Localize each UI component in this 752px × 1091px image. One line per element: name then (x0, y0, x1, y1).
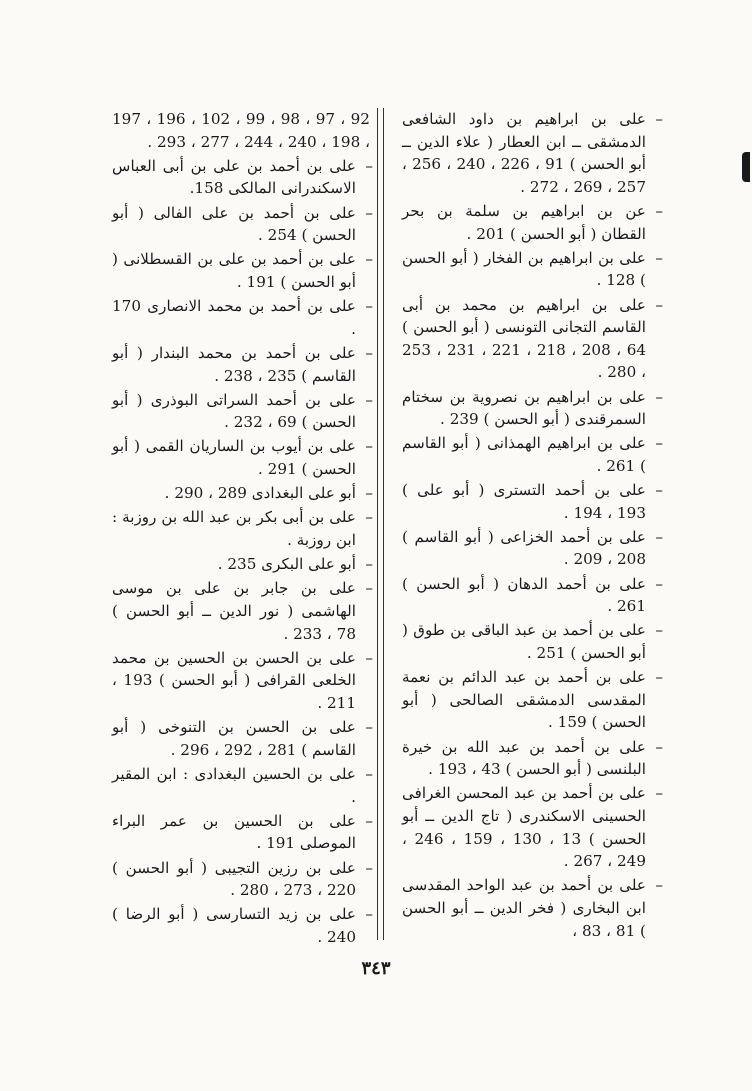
index-entry: – على بن ابراهيم بن نصروية بن سختام السمرقندى ( أبو الحسن ) 239 . (402, 386, 660, 431)
index-entry: – على بن أبى بكر بن عبد الله بن روزبة : ابن روزبة . (112, 506, 370, 551)
index-entry: – على بن أحمد الخزاعى ( أبو القاسم ) 208 ، 209 . (402, 526, 660, 571)
index-entry: – على بن جابر بن على بن موسى الهاشمى ( نور الدين ــ أبو الحسن ) 78 ، 233 . (112, 577, 370, 645)
index-entry: – على بن أحمد بن عبد المحسن الغرافى الحسينى الاسكندرى ( تاج الدين ــ أبو الحسن ) 13 ، 130 ، 159 ، 246 ، 249 ، 267 . (402, 782, 660, 872)
index-entry: – أبو على البغدادى 289 ، 290 . (112, 482, 370, 505)
index-entry: – على بن أحمد بن على بن القسطلانى ( أبو الحسن ) 191 . (112, 248, 370, 293)
index-entry-continuation: 92 ، 97 ، 98 ، 99 ، 102 ، 196 ، 197 ، 198 ، 240 ، 244 ، 277 ، 293 . (112, 110, 370, 151)
index-entry: – على بن أحمد السراتى البوذرى ( أبو الحسن ) 69 ، 232 . (112, 389, 370, 434)
index-entry: – على بن أحمد الدهان ( أبو الحسن ) 261 . (402, 573, 660, 618)
index-entry: – على بن أحمد بن عبد الله بن خيرة البلنسى ( أبو الحسن ) 43 ، 193 . (402, 736, 660, 781)
index-entry: – على بن أيوب بن الساريان القمى ( أبو الحسن ) 291 . (112, 435, 370, 480)
index-entry: – على بن زيد التسارسى ( أبو الرضا ) 240 . (112, 903, 370, 948)
index-entry: – على بن الحسن بن الحسين بن محمد الخلعى القرافى ( أبو الحسن ) 193 ، 211 . (112, 647, 370, 715)
index-entry: – على بن أحمد بن عبد الواحد المقدسى ابن البخارى ( فخر الدين ــ أبو الحسن ) 81 ، 83 ، (402, 874, 660, 942)
index-entry: – على بن أحمد بن محمد الانصارى 170 . (112, 295, 370, 340)
index-page (112, 108, 660, 946)
index-entry: – على بن رزين التجيبى ( أبو الحسن ) 220 ، 273 ، 280 . (112, 857, 370, 902)
index-entry: – على بن أحمد التسترى ( أبو على ) 193 ، 194 . (402, 479, 660, 524)
index-entry: – على بن أحمد بن عبد الباقى بن طوق ( أبو الحسن ) 251 . (402, 619, 660, 664)
index-entry: – على بن الحسين البغدادى : ابن المقير . (112, 763, 370, 808)
index-entry: – على بن ابراهيم بن محمد بن أبى القاسم التجانى التونسى ( أبو الحسن ) 64 ، 208 ، 218 ، 221 ، 231 ، 253 ، 280 . (402, 294, 660, 384)
page-edge-mark (742, 152, 750, 182)
index-entry: – على بن أحمد بن على بن أبى العباس الاسكندرانى المالكى 158. (112, 155, 370, 200)
index-entry: – على بن أحمد بن عبد الدائم بن نعمة المقدسى الدمشقى الصالحى ( أبو الحسن ) 159 . (402, 666, 660, 734)
right-column (402, 108, 660, 944)
page-number: ٣٤٣ (361, 958, 391, 979)
index-entry: – على بن ابراهيم بن الفخار ( أبو الحسن ) 128 . (402, 247, 660, 292)
index-entry: – عن بن ابراهيم بن سلمة بن بحر القطان ( أبو الحسن ) 201 . (402, 200, 660, 245)
index-entry: – أبو على البكرى 235 . (112, 553, 370, 576)
index-entry: – على بن أحمد بن محمد البندار ( أبو القاسم ) 235 ، 238 . (112, 342, 370, 387)
index-entry: – على بن أحمد بن على الفالى ( أبو الحسن ) 254 . (112, 202, 370, 247)
index-entry: – على بن ابراهيم الهمذانى ( أبو القاسم ) 261 . (402, 432, 660, 477)
index-entry: – على بن الحسين بن عمر البراء الموصلى 191 . (112, 810, 370, 855)
column-divider (377, 108, 384, 940)
left-column (112, 108, 370, 950)
index-entry: – على بن ابراهيم بن داود الشافعى الدمشقى ــ ابن العطار ( علاء الدين ــ أبو الحسن ) 91 ، 226 ، 240 ، 256 ، 257 ، 269 ، 272 . (402, 108, 660, 198)
index-entry: – على بن الحسن بن التنوخى ( أبو القاسم ) 281 ، 292 ، 296 . (112, 716, 370, 761)
